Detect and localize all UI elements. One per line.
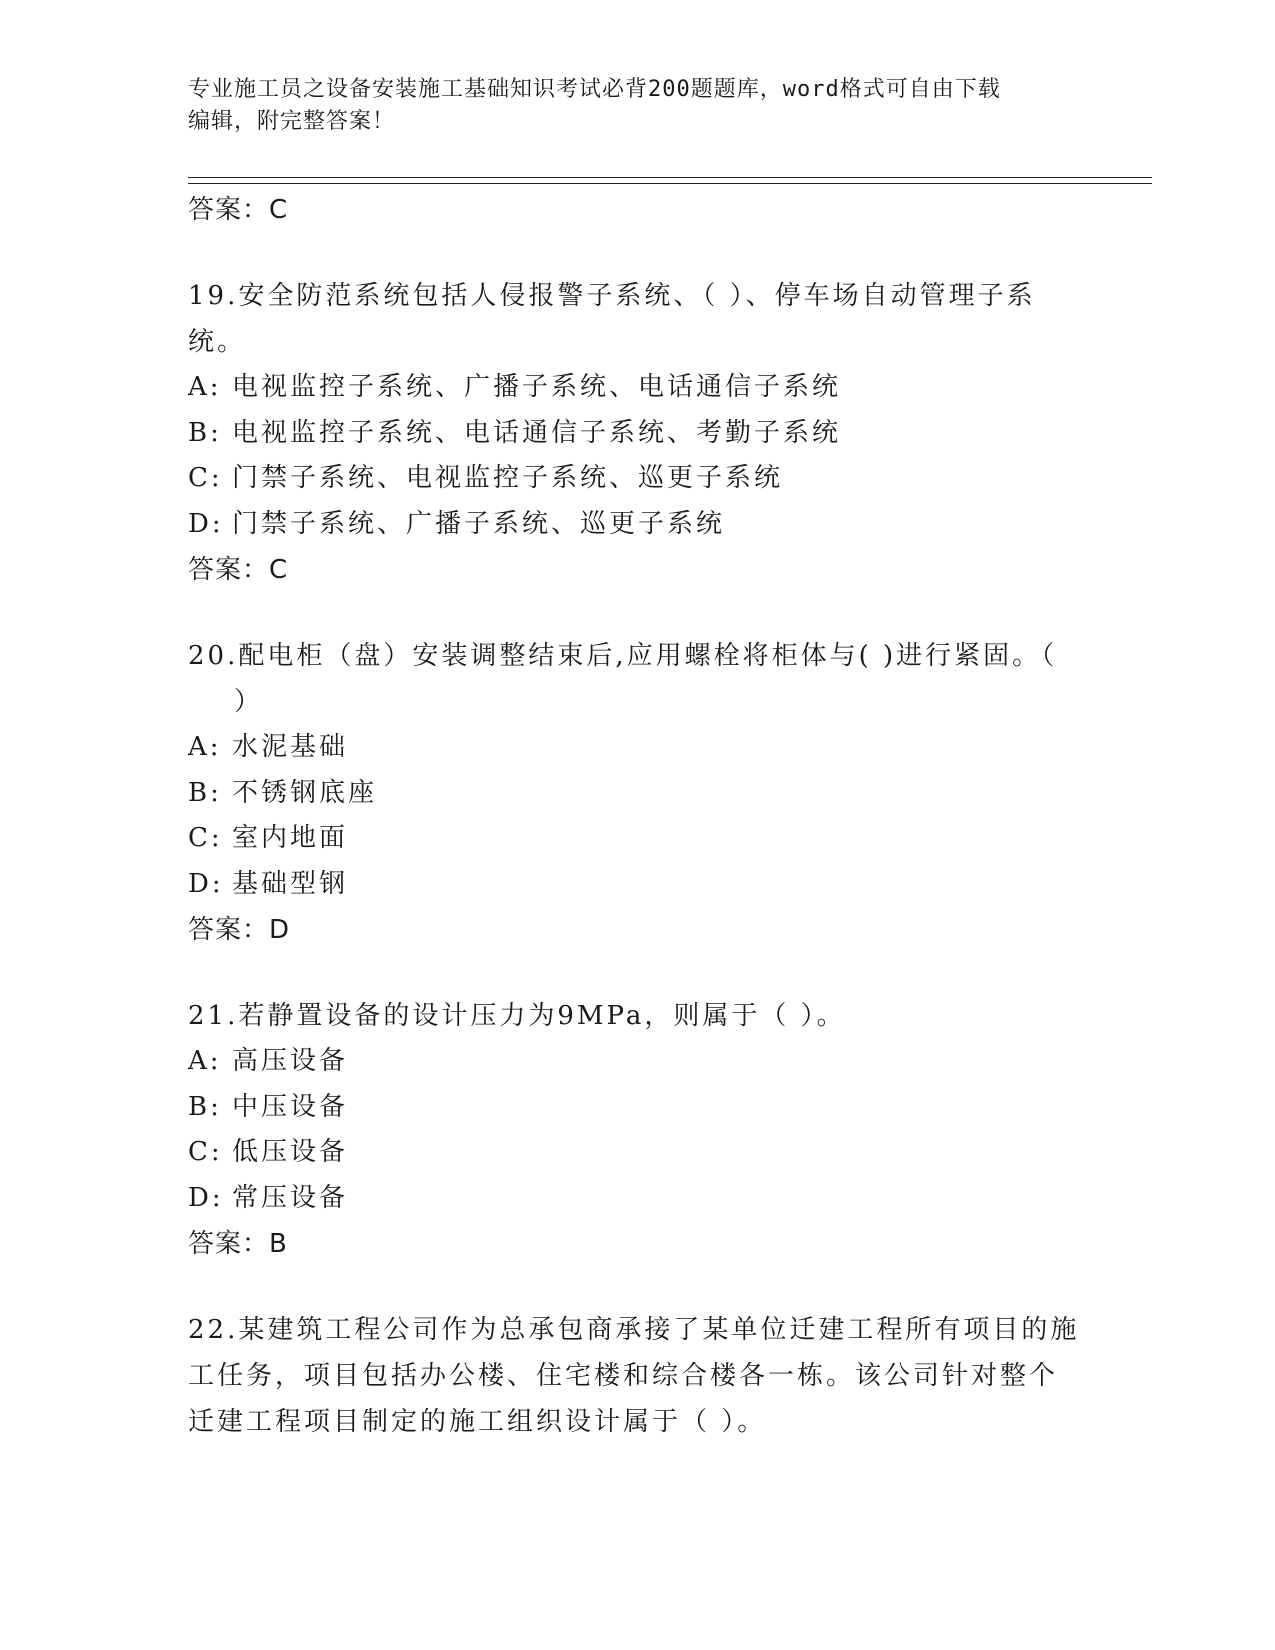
question-stem	[188, 993, 1088, 1039]
option-text: 高压设备	[232, 1046, 349, 1076]
question-21	[188, 993, 1088, 1267]
question-stem-line: 工任务，项目包括办公楼、住宅楼和综合楼各一栋。该公司针对整个	[188, 1361, 1059, 1391]
option-text: 门禁子系统、电视监控子系统、巡更子系统	[232, 463, 784, 493]
answer-line: 答案：C	[188, 555, 289, 585]
question-22	[188, 1307, 1088, 1445]
option-d	[188, 502, 1088, 548]
answer-line: 答案：B	[188, 1229, 288, 1259]
option-letter: D:	[188, 508, 224, 539]
question-stem-line: 21.若静置设备的设计压力为9MPa，则属于（ ）。	[188, 1001, 846, 1031]
option-text: 门禁子系统、广播子系统、巡更子系统	[232, 508, 726, 539]
header-divider-bottom	[188, 183, 1152, 184]
answer-line: 答案：D	[188, 915, 291, 945]
option-text: 低压设备	[232, 1137, 349, 1167]
option-letter: C:	[188, 463, 223, 493]
option-a	[188, 725, 1088, 771]
question-stem-line: 迁建工程项目制定的施工组织设计属于（ ）。	[188, 1407, 767, 1437]
option-letter: B:	[188, 1091, 222, 1122]
question-stem-line: 20.配电柜（盘）安装调整结束后,应用螺栓将柜体与( )进行紧固。（	[188, 641, 1058, 671]
header-line-2: 编辑，附完整答案！	[188, 109, 396, 134]
option-letter: B:	[188, 777, 222, 808]
option-d	[188, 1176, 1088, 1222]
option-text: 基础型钢	[232, 868, 349, 899]
option-letter: C:	[188, 1137, 223, 1167]
question-20	[188, 633, 1088, 953]
document-header	[188, 74, 1068, 138]
option-text: 电视监控子系统、广播子系统、电话通信子系统	[232, 372, 842, 402]
option-text: 电视监控子系统、电话通信子系统、考勤子系统	[232, 417, 842, 448]
previous-answer: 答案：C	[188, 195, 289, 225]
question-19	[188, 273, 1088, 593]
option-letter: C:	[188, 823, 223, 853]
option-c	[188, 456, 1088, 502]
option-b	[188, 411, 1088, 457]
question-stem	[188, 1307, 1088, 1445]
option-letter: D:	[188, 868, 224, 899]
option-letter: D:	[188, 1182, 224, 1213]
option-a	[188, 1039, 1088, 1085]
question-stem-line: 22.某建筑工程公司作为总承包商承接了某单位迁建工程所有项目的施	[188, 1315, 1080, 1345]
option-b	[188, 771, 1088, 817]
option-text: 常压设备	[232, 1182, 349, 1213]
option-letter: A:	[188, 1046, 222, 1076]
option-text: 水泥基础	[232, 732, 349, 762]
question-list	[188, 187, 1088, 1445]
header-line-1: 专业施工员之设备安装施工基础知识考试必背200题题库，word格式可自由下载	[188, 77, 1001, 102]
question-stem-line: 19.安全防范系统包括人侵报警子系统、（ ）、停车场自动管理子系	[188, 281, 1036, 311]
question-stem-line: 统。	[188, 327, 247, 357]
option-d	[188, 862, 1088, 908]
option-a	[188, 365, 1088, 411]
option-letter: B:	[188, 417, 222, 448]
header-divider-top	[188, 177, 1152, 178]
question-stem	[188, 633, 1088, 725]
option-letter: A:	[188, 732, 222, 762]
option-text: 不锈钢底座	[232, 777, 378, 808]
question-stem-line: ）	[234, 687, 264, 717]
question-stem	[188, 273, 1088, 365]
option-letter: A:	[188, 372, 222, 402]
option-c	[188, 816, 1088, 862]
option-text: 中压设备	[232, 1091, 349, 1122]
option-b	[188, 1085, 1088, 1131]
option-c	[188, 1130, 1088, 1176]
option-text: 室内地面	[232, 823, 349, 853]
